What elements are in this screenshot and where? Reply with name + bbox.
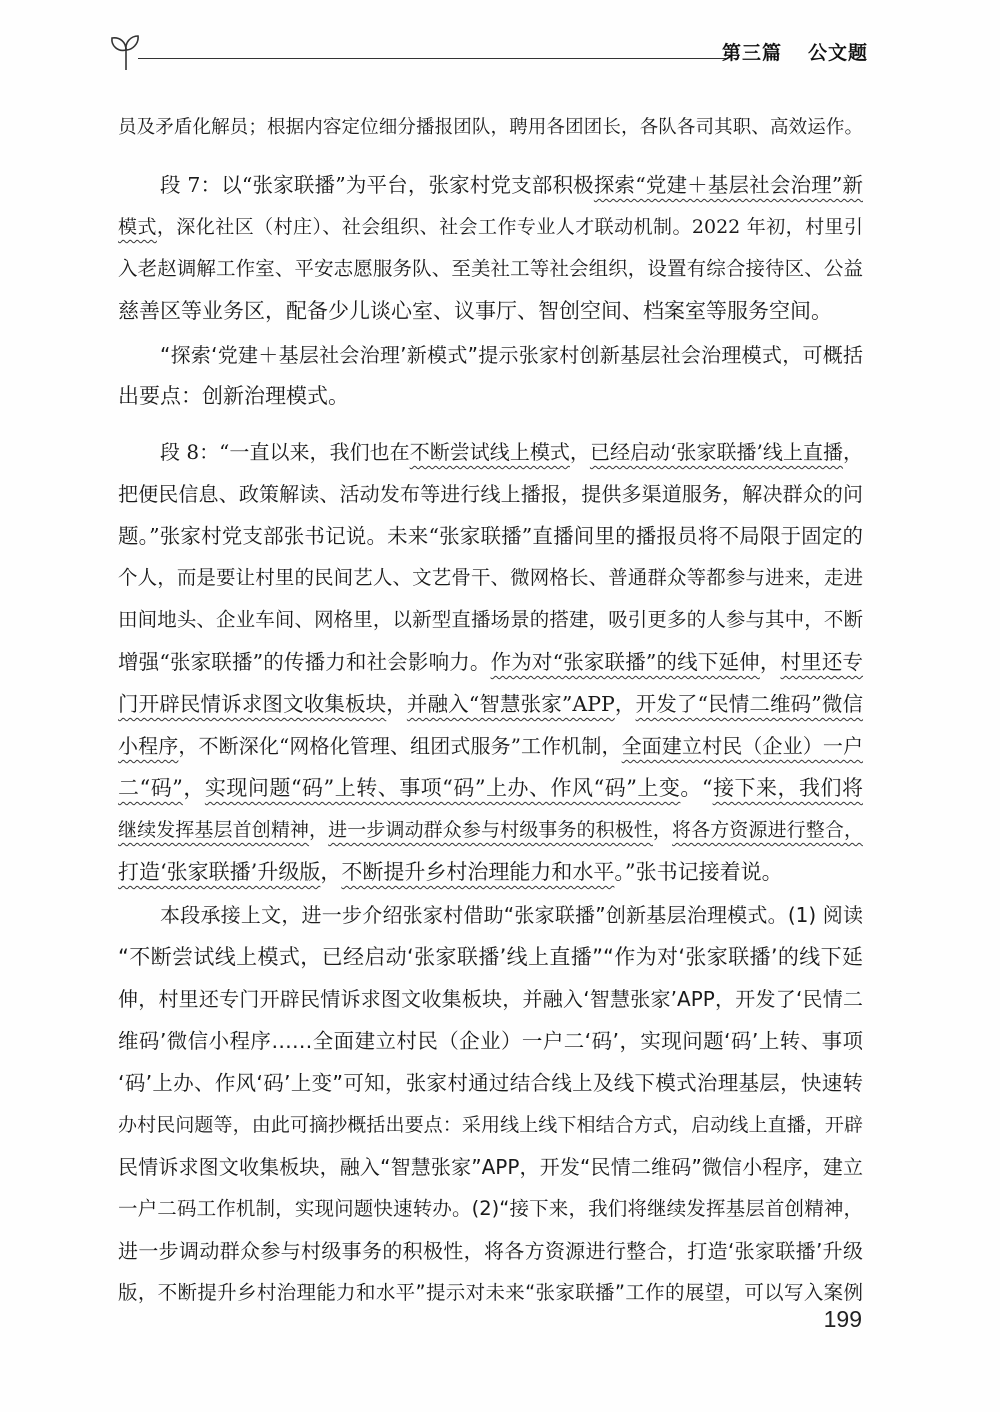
analysis-line: 版，不断提升乡村治理能力和水平”提示对未来“张家联播”工作的展望，可以写入案例 xyxy=(118,1281,863,1304)
highlighted-phrase: 接下来，我们将 xyxy=(712,776,863,800)
text-span: ， xyxy=(386,692,407,716)
analysis-line: 伸，村里还专门开辟民情诉求图文收集板块，并融入‘智慧张家’APP，开发了‘民情二 xyxy=(118,987,863,1011)
text-line: 个人，而是要让村里的民间艺人、文艺骨干、微网格长、普通群众等都参与进来，走进 xyxy=(118,566,863,589)
text-line: 田间地头、企业车间、网格里，以新型直播场景的搭建，吸引更多的人参与其中，不断 xyxy=(118,608,863,631)
highlighted-phrase: 门开辟民情诉求图文收集板块 xyxy=(118,692,387,716)
analysis-line: 一户二码工作机制，实现问题快速转办。(2)“接下来，我们将继续发挥基层首创精神， xyxy=(118,1197,863,1220)
analysis-line: 办村民问题等，由此可摘抄概括出要点：采用线上线下相结合方式，启动线上直播，开辟 xyxy=(118,1114,863,1136)
text-span: 。”张书记接着说。 xyxy=(614,860,783,884)
text-line: 把便民信息、政策解读、活动发布等进行线上播报，提供多渠道服务，解决群众的问 xyxy=(118,482,863,506)
analysis-line: 出要点：创新治理模式。 xyxy=(118,384,349,408)
highlighted-phrase: 实现问题“码”上转、事项“码”上办、作风“码”上变 xyxy=(204,776,681,800)
header-part-label: 第三篇 xyxy=(721,43,782,64)
highlighted-phrase: 打造‘张家联播’升级版 xyxy=(118,860,321,884)
highlighted-phrase: 作为对“张家联播”的线下延伸 xyxy=(490,650,760,674)
text-line xyxy=(118,731,863,761)
analysis-line: 民情诉求图文收集板块，融入“智慧张家”APP，开发“民情二维码”微信小程序，建立 xyxy=(118,1155,863,1179)
highlighted-phrase: 进一步调动群众参与村级事务的积极性 xyxy=(328,819,653,841)
text-span: ， xyxy=(569,440,590,464)
text-line: 入老赵调解工作室、平安志愿服务队、至美社工等社会组织，设置有综合接待区、公益 xyxy=(118,257,863,280)
text-span: ， xyxy=(843,440,864,464)
highlighted-phrase: 二“码” xyxy=(118,776,183,800)
text-span: ， xyxy=(309,819,329,841)
analysis-line: 本段承接上文，进一步介绍张家村借助“张家联播”创新基层治理模式。(1) 阅读 xyxy=(160,903,863,927)
sprout-icon xyxy=(108,32,144,72)
analysis-line: “探索‘党建＋基层社会治理’新模式”提示张家村创新基层社会治理模式，可概括 xyxy=(160,343,863,367)
text-line: 题。”张家村党支部张书记说。未来“张家联播”直播间里的播报员将不局限于固定的 xyxy=(118,524,863,548)
highlighted-phrase: 探索“党建＋基层社会治理”新 xyxy=(593,173,863,197)
paragraph-8-line xyxy=(118,437,863,467)
text-line xyxy=(118,773,863,803)
highlighted-phrase: 并融入“智慧张家”APP xyxy=(406,692,615,716)
text-span: ， xyxy=(182,776,205,800)
text-span: 段 7：以“张家联播”为平台，张家村党支部积极 xyxy=(160,173,594,197)
header-title xyxy=(722,38,868,65)
analysis-line: ‘码’上办、作风‘码’上变”可知，张家村通过结合线上及线下模式治理基层，快速转 xyxy=(118,1071,863,1095)
header-section-label: 公文题 xyxy=(807,43,868,64)
highlighted-phrase: 开发了“民情二维码”微信 xyxy=(635,692,864,716)
text-span: ， xyxy=(759,650,781,674)
highlighted-phrase: 全面建立村民（企业）一户 xyxy=(621,734,864,758)
analysis-line: “不断尝试线上模式，已经启动‘张家联播’线上直播”“作为对‘张家联播’的线下延 xyxy=(118,945,863,969)
text-span: ，不断深化“网格化管理、组团式服务”工作机制， xyxy=(178,734,622,758)
analysis-line: 维码’微信小程序……全面建立村民（企业）一户二‘码’，实现问题‘码’上转、事项 xyxy=(118,1029,863,1053)
text-line: 员及矛盾化解员；根据内容定位细分播报团队，聘用各团团长，各队各司其职、高效运作。 xyxy=(118,117,863,138)
analysis-line: 进一步调动群众参与村级事务的积极性，将各方资源进行整合，打造‘张家联播’升级 xyxy=(118,1239,863,1263)
highlighted-phrase: 将各方资源进行整合， xyxy=(672,819,863,841)
highlighted-phrase: 不断尝试线上模式 xyxy=(409,440,570,464)
text-span: ， xyxy=(652,819,673,841)
highlighted-phrase: 继续发挥基层首创精神 xyxy=(118,819,310,841)
text-span: ，深化社区（村庄）、社会组织、社会工作专业人才联动机制。2022 年初，村里引 xyxy=(156,216,863,238)
text-line xyxy=(118,647,863,677)
text-span: ， xyxy=(320,860,342,884)
text-span: 增强“张家联播”的传播力和社会影响力。 xyxy=(118,650,491,674)
paragraph-7-line xyxy=(118,170,863,200)
text-line xyxy=(118,689,863,719)
highlighted-phrase: 不断提升乡村治理能力和水平 xyxy=(341,860,615,884)
header-rule xyxy=(138,58,728,59)
text-span: 。“ xyxy=(680,776,713,800)
text-line: 慈善区等业务区，配备少儿谈心室、议事厅、智创空间、档案室等服务空间。 xyxy=(118,299,832,323)
running-header xyxy=(108,24,868,84)
page-number: 199 xyxy=(823,1306,862,1332)
highlighted-phrase: 小程序 xyxy=(118,734,179,758)
text-span: ， xyxy=(614,692,636,716)
highlighted-phrase: 已经启动‘张家联播’线上直播 xyxy=(589,440,844,464)
text-span: 段 8：“一直以来，我们也在 xyxy=(160,440,410,464)
text-line xyxy=(118,212,863,242)
highlighted-phrase: 村里还专 xyxy=(780,650,864,674)
text-line xyxy=(118,815,863,845)
text-line xyxy=(118,857,863,887)
highlighted-phrase: 模式 xyxy=(118,216,157,238)
